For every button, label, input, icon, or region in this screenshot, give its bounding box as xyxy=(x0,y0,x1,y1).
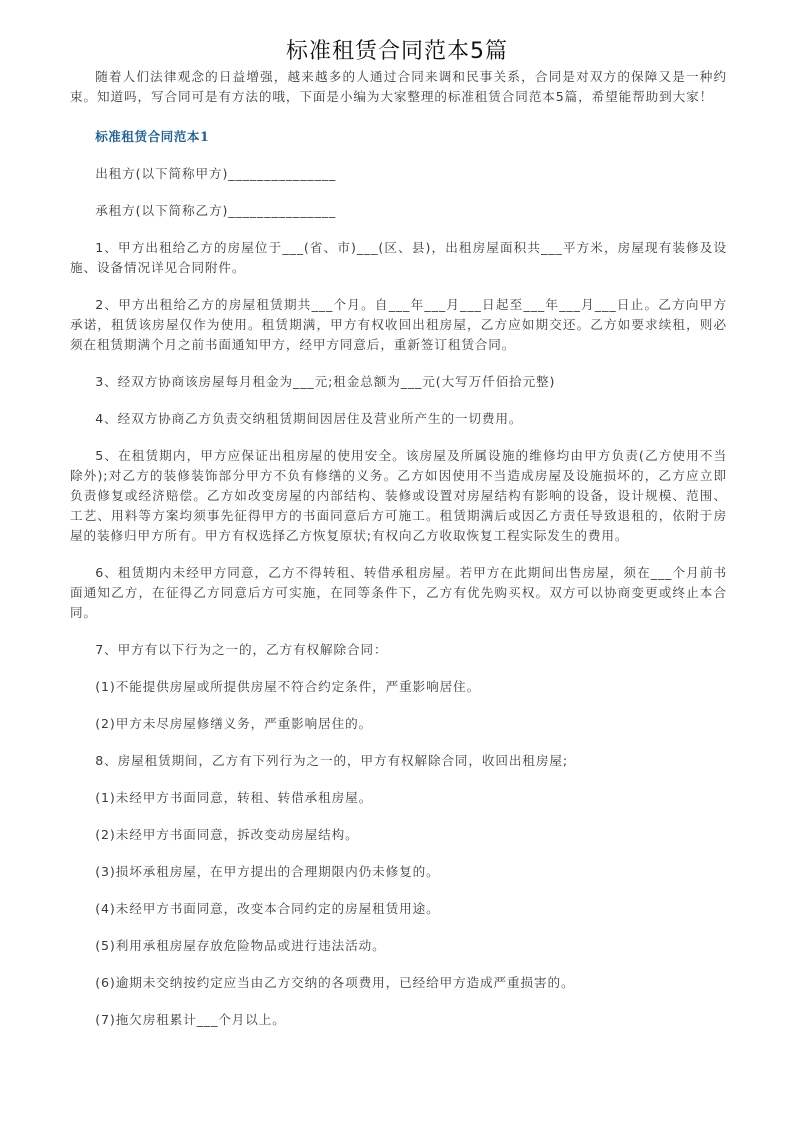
clause-5: 5、在租赁期内，甲方应保证出租房屋的使用安全。该房屋及所属设施的维修均由甲方负责(乙方使用不当除外);对乙方的装修装饰部分甲方不负有修缮的义务。乙方如因使用不当造成房屋及设施损坏的，乙方应立即负责修复或经济赔偿。乙方如改变房屋的内部结构、装修或设置对房屋结构有影响的设备，设计规模、范围、工艺、用料等方案均须事先征得甲方的书面同意后方可施工。租赁期满后或因乙方责任导致退租的，依附于房屋的装修归甲方所有。甲方有权选择乙方恢复原状;有权向乙方收取恢复工程实际发生的费用。 xyxy=(70,448,727,543)
section-heading: 标准租赁合同范本1 xyxy=(95,129,210,144)
clause-8-item: (2)未经甲方书面同意，拆改变动房屋结构。 xyxy=(95,827,359,842)
clause-8-item: (4)未经甲方书面同意，改变本合同约定的房屋租赁用途。 xyxy=(95,901,440,916)
lessor-line: 出租方(以下简称甲方)_______________ xyxy=(95,166,337,181)
clause-2: 2、甲方出租给乙方的房屋租赁期共___个月。自___年___月___日起至___年___月___日止。乙方向甲方承诺，租赁该房屋仅作为使用。租赁期满，甲方有权收回出租房屋，乙方应如期交还。乙方如要求续租，则必须在租赁期满个月之前书面通知甲方，经甲方同意后，重新签订租赁合同。 xyxy=(70,297,727,352)
clause-8: 8、房屋租赁期间，乙方有下列行为之一的，甲方有权解除合同，收回出租房屋; xyxy=(95,753,569,768)
clause-8-item: (1)未经甲方书面同意，转租、转借承租房屋。 xyxy=(95,790,373,805)
document-title: 标准租赁合同范本5篇 xyxy=(286,39,508,64)
clause-8-item: (5)利用承租房屋存放危险物品或进行违法活动。 xyxy=(95,938,386,953)
clause-8-item: (6)逾期未交纳按约定应当由乙方交纳的各项费用，已经给甲方造成严重损害的。 xyxy=(95,975,575,990)
clause-1: 1、甲方出租给乙方的房屋位于___(省、市)___(区、县)，出租房屋面积共___平方米，房屋现有装修及设施、设备情况详见合同附件。 xyxy=(70,240,727,275)
intro-paragraph: 随着人们法律观念的日益增强，越来越多的人通过合同来调和民事关系，合同是对双方的保障又是一种约束。知道吗，写合同可是有方法的哦，下面是小编为大家整理的标准租赁合同范本5篇，希望能帮助到大家！ xyxy=(70,69,727,104)
clause-8-item: (7)拖欠房租累计___个月以上。 xyxy=(95,1012,286,1027)
document-body xyxy=(70,67,727,1047)
lessee-line: 承租方(以下简称乙方)_______________ xyxy=(95,203,337,218)
clause-7-item: (1)不能提供房屋或所提供房屋不符合约定条件，严重影响居住。 xyxy=(95,679,481,694)
clause-3: 3、经双方协商该房屋每月租金为___元;租金总额为___元(大写万仟佰拾元整) xyxy=(95,374,556,389)
clause-6: 6、租赁期内未经甲方同意，乙方不得转租、转借承租房屋。若甲方在此期间出售房屋，须在___个月前书面通知乙方，在征得乙方同意后方可实施，在同等条件下，乙方有优先购买权。双方可以协商变更或终止本合同。 xyxy=(70,565,727,620)
clause-4: 4、经双方协商乙方负责交纳租赁期间因居住及营业所产生的一切费用。 xyxy=(95,411,523,426)
clause-7: 7、甲方有以下行为之一的，乙方有权解除合同： xyxy=(95,642,388,657)
clause-7-item: (2)甲方未尽房屋修缮义务，严重影响居住的。 xyxy=(95,716,373,731)
clause-8-item: (3)损坏承租房屋，在甲方提出的合理期限内仍未修复的。 xyxy=(95,864,440,879)
